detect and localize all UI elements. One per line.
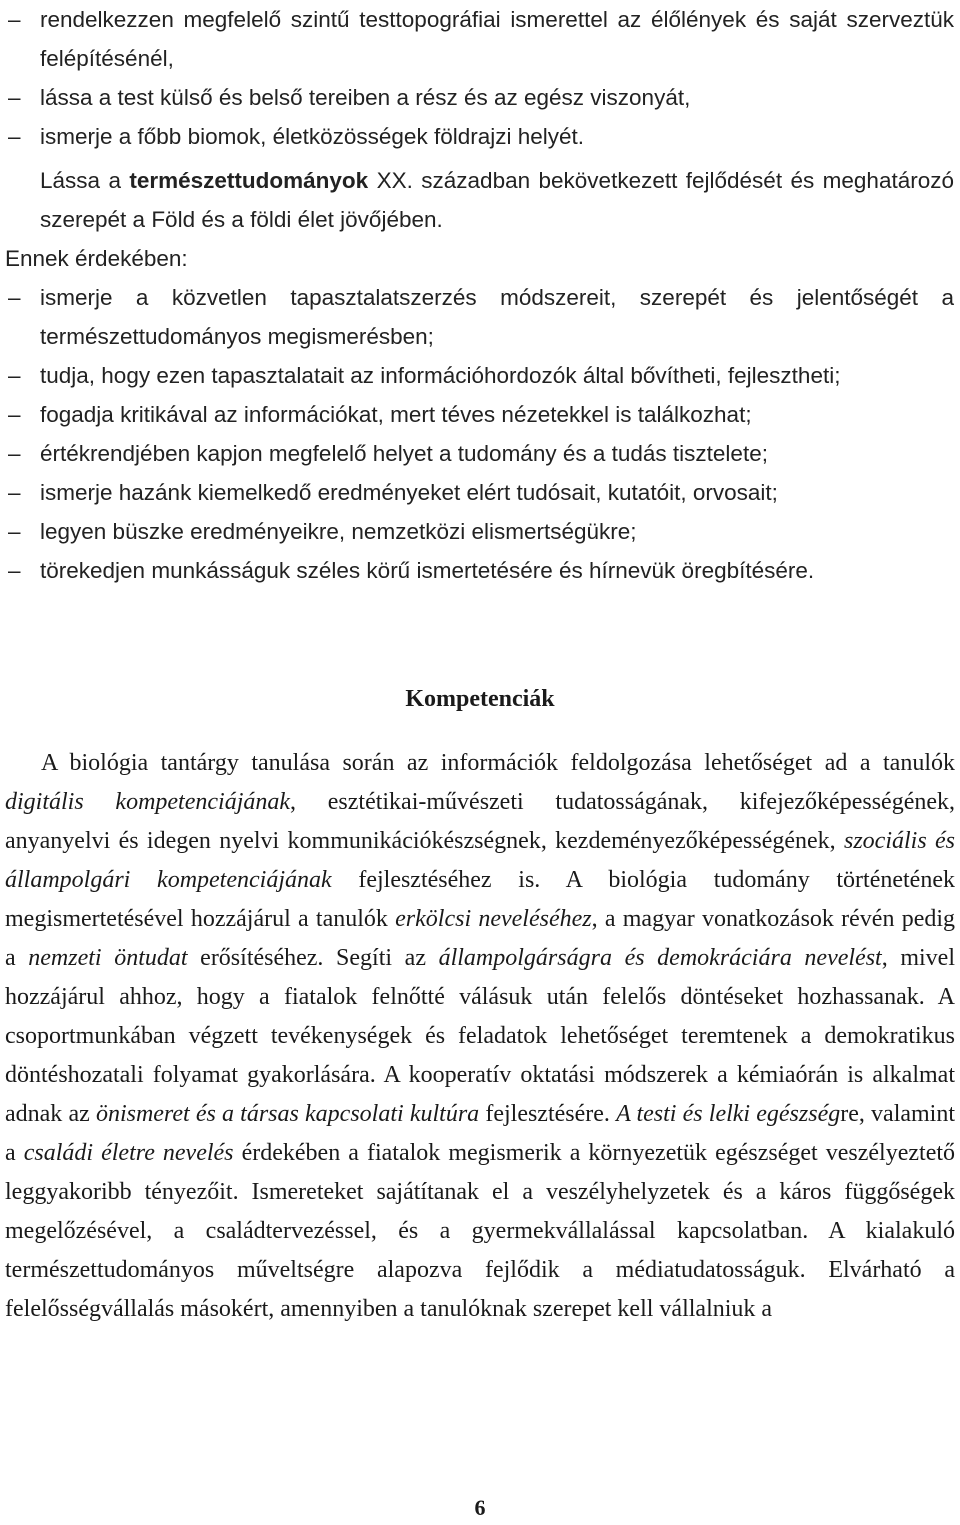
- list-item-text: törekedjen munkásságuk széles körű ismertetésére és hírnevük öregbítésére.: [40, 558, 815, 583]
- goal-paragraph: [40, 161, 954, 239]
- list-item: [0, 356, 960, 395]
- goal-suffix: XX. században bekövetkezett fejlődését és meghatározó szerepét a Föld és a földi élet jövőjében.: [40, 168, 954, 232]
- dash-bullet: –: [8, 519, 21, 544]
- body-italic: szociális és állampolgári kompetenciájának: [5, 828, 955, 893]
- body-italic: erkölcsi neveléséhez: [395, 906, 592, 932]
- goal-prefix: Lássa a: [40, 168, 130, 193]
- list-item: [0, 278, 960, 356]
- list-item: [0, 434, 960, 473]
- body-text: , esztétikai-művészeti tudatosságának, kifejezőképességének, anyanyelvi és idegen nyelvi kommunikációkészségnek, kezdeményezőképességének,: [5, 789, 955, 854]
- list-item-text: ismerje a főbb biomok, életközösségek földrajzi helyét.: [40, 124, 585, 149]
- body-text: erősítéséhez. Segíti az: [187, 945, 439, 971]
- section-heading: Kompetenciák: [405, 686, 555, 712]
- list-item: [0, 117, 960, 156]
- body-italic: önismeret és a társas kapcsolati kultúra: [95, 1101, 480, 1127]
- list-item-text: értékrendjében kapjon megfelelő helyet a tudomány és a tudás tisztelete;: [40, 441, 768, 466]
- list-item-text: rendelkezzen megfelelő szintű testtopográfiai ismerettel az élőlények és saját szerveztük felépítésénél,: [40, 7, 954, 71]
- top-bullet-list: [0, 0, 960, 156]
- page-number: 6: [474, 1495, 486, 1520]
- list-item-text: lássa a test külső és belső tereiben a rész és az egész viszonyát,: [40, 85, 691, 110]
- dash-bullet: –: [8, 402, 21, 427]
- dash-bullet: –: [8, 124, 21, 149]
- body-italic: digitális kompetenciájának: [5, 789, 291, 815]
- dash-bullet: –: [8, 85, 21, 110]
- body-italic: A testi és lelki egészség: [616, 1101, 841, 1127]
- body-text: , a magyar vonatkozások révén pedig a: [5, 906, 956, 971]
- body-italic: nemzeti öntudat: [28, 945, 188, 971]
- list-item: [0, 395, 960, 434]
- body-text: érdekében a fiatalok megismerik a környezetük egészséget veszélyeztető leggyakoribb tényezőit. Ismereteket sajátítanak el a veszélyhelyzetek és a káros függőségek megelőzésével, a családtervezéssel, és a gyermekvállalással kapcsolatban. A kialakuló természettudományos műveltségre alapozva fejlődik a médiatudatosságuk. Elvárható a felelősségvállalás másokért, amennyiben a tanulóknak szerepet kell vállalniuk a: [5, 1140, 956, 1322]
- competencies-paragraph: [5, 744, 955, 1329]
- list-item: [0, 78, 960, 117]
- list-item: [0, 551, 960, 590]
- dash-bullet: –: [8, 7, 21, 32]
- body-text: fejlesztésére.: [479, 1101, 617, 1127]
- dash-bullet: –: [8, 480, 21, 505]
- list-item-text: ismerje a közvetlen tapasztalatszerzés módszereit, szerepét és jelentőségét a természettudományos megismerésben;: [40, 285, 954, 349]
- body-text: A biológia tantárgy tanulása során az információk feldolgozása lehetőséget ad a tanulók: [41, 750, 955, 776]
- dash-bullet: –: [8, 558, 21, 583]
- goal-bold-term: természettudományok: [129, 168, 369, 193]
- list-item: [0, 0, 960, 78]
- body-italic: állampolgárságra és demokráciára nevelést: [438, 945, 882, 971]
- list-item: [0, 473, 960, 512]
- list-item-text: ismerje hazánk kiemelkedő eredményeket elért tudósait, kutatóit, orvosait;: [40, 480, 778, 505]
- body-text: , mivel hozzájárul ahhoz, hogy a fiatalok felnőtté válásuk után felelős döntéseket hozhassanak. A csoportmunkában végzett tevékenységek és feladatok lehetőséget teremtenek a demokratikus döntéshozatali folyamat gyakorlására. A kooperatív oktatási módszerek a kémiaórán is alkalmat adnak az: [5, 945, 955, 1127]
- body-italic: családi életre nevelés: [23, 1140, 234, 1166]
- dash-bullet: –: [8, 363, 21, 388]
- dash-bullet: –: [8, 285, 21, 310]
- list-item: [0, 512, 960, 551]
- intro-line: Ennek érdekében:: [5, 246, 188, 271]
- mid-bullet-list: [0, 278, 960, 590]
- body-text: re, valamint a: [5, 1101, 956, 1166]
- list-item-text: legyen büszke eredményeikre, nemzetközi elismertségükre;: [40, 519, 637, 544]
- dash-bullet: –: [8, 441, 21, 466]
- list-item-text: tudja, hogy ezen tapasztalatait az információhordozók által bővítheti, fejlesztheti;: [40, 363, 841, 388]
- list-item-text: fogadja kritikával az információkat, mert téves nézetekkel is találkozhat;: [40, 402, 752, 427]
- body-text: fejlesztéséhez is. A biológia tudomány történetének megismertetésével hozzájárul a tanulók: [5, 867, 955, 932]
